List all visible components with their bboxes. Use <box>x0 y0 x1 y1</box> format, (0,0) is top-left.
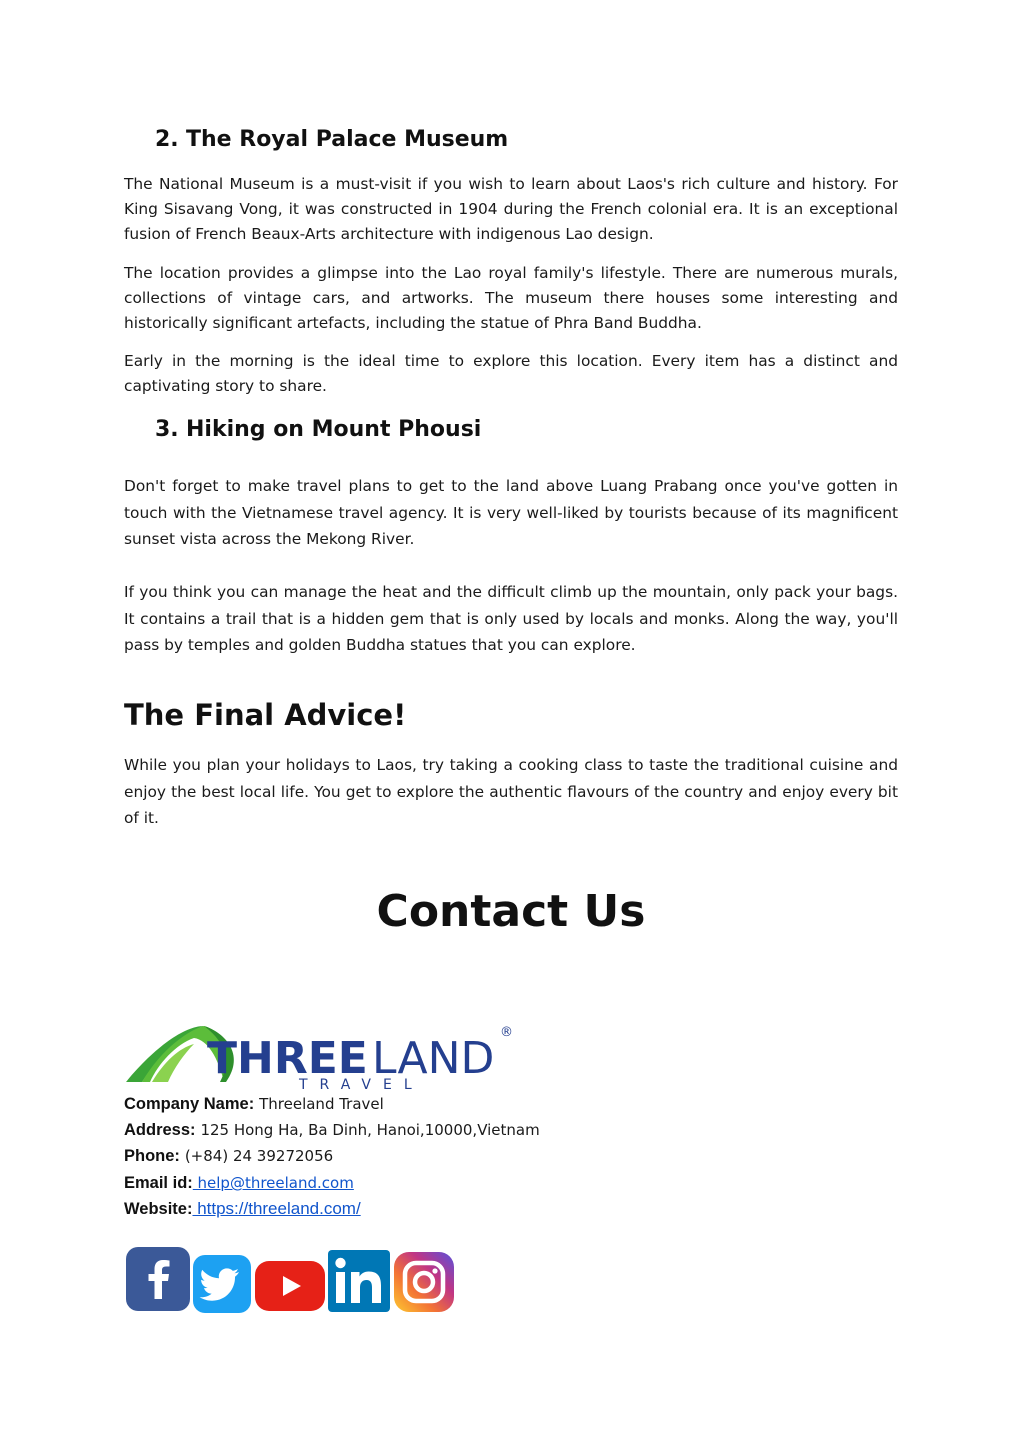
paragraph: The National Museum is a must-visit if you wish to learn about Laos's rich culture and history. For King Sisavang Vong, it was constructed in 1904 during the French colonial era. It is an exceptional fusion of French Beaux-Arts architecture with indigenous Lao design. <box>124 175 898 243</box>
section-title: Hiking on Mount Phousi <box>186 417 482 442</box>
logo-wordmark-bold: THREE <box>207 1033 368 1084</box>
company-name-value: Threeland Travel <box>259 1095 384 1113</box>
social-icons <box>124 1247 464 1313</box>
section-heading-mount-phousi <box>155 417 481 442</box>
logo-registered: ® <box>500 1025 513 1040</box>
phone-label: Phone: <box>124 1147 180 1165</box>
final-advice-heading: The Final Advice! <box>124 698 407 732</box>
paragraph: Early in the morning is the ideal time to explore this location. Every item has a distinct and captivating story to share. <box>124 352 898 395</box>
company-name-row <box>124 1091 384 1117</box>
youtube-icon[interactable] <box>255 1261 325 1311</box>
company-name-label: Company Name: <box>124 1095 255 1113</box>
facebook-icon[interactable] <box>126 1247 190 1311</box>
email-link[interactable]: help@threeland.com <box>192 1174 354 1192</box>
paragraph: If you think you can manage the heat and the difficult climb up the mountain, only pack your bags. It contains a trail that is a hidden gem that is only used by locals and monks. Along the way, you'll pass by temples and golden Buddha statues that you can explore. <box>124 583 898 654</box>
logo-subtitle: TRAVEL <box>299 1077 424 1090</box>
paragraph: While you plan your holidays to Laos, try taking a cooking class to taste the traditional cuisine and enjoy the best local life. You get to explore the authentic flavours of the country and enjoy every bit of it. <box>124 756 898 827</box>
email-row <box>124 1170 354 1196</box>
phone-row <box>124 1143 333 1169</box>
paragraph: The location provides a glimpse into the Lao royal family's lifestyle. There are numerous murals, collections of vintage cars, and artworks. The museum there houses some interesting and historically significant artefacts, including the statue of Phra Band Buddha. <box>124 264 898 332</box>
website-link[interactable]: https://threeland.com/ <box>192 1199 361 1218</box>
address-value: 125 Hong Ha, Ba Dinh, Hanoi,10000,Vietnam <box>200 1121 540 1139</box>
twitter-icon[interactable] <box>193 1255 251 1313</box>
section-number: 3. <box>155 417 179 442</box>
address-row <box>124 1117 540 1143</box>
paragraph: Don't forget to make travel plans to get to the land above Luang Prabang once you've gotten in touch with the Vietnamese travel agency. It is very well-liked by tourists because of its magnificent sunset vista across the Mekong River. <box>124 477 898 548</box>
address-label: Address: <box>124 1121 196 1139</box>
logo-wordmark-light: LAND <box>372 1033 495 1084</box>
section-heading-royal-palace <box>155 127 508 152</box>
section-number: 2. <box>155 127 179 152</box>
contact-us-heading: Contact Us <box>376 886 646 937</box>
threeland-logo <box>124 1018 519 1090</box>
website-row <box>124 1196 361 1222</box>
website-label: Website: <box>124 1200 193 1218</box>
email-label: Email id: <box>124 1174 193 1192</box>
linkedin-icon[interactable] <box>328 1250 390 1312</box>
section-title: The Royal Palace Museum <box>186 127 509 152</box>
instagram-icon[interactable] <box>394 1252 454 1312</box>
phone-value: (+84) 24 39272056 <box>184 1147 334 1165</box>
